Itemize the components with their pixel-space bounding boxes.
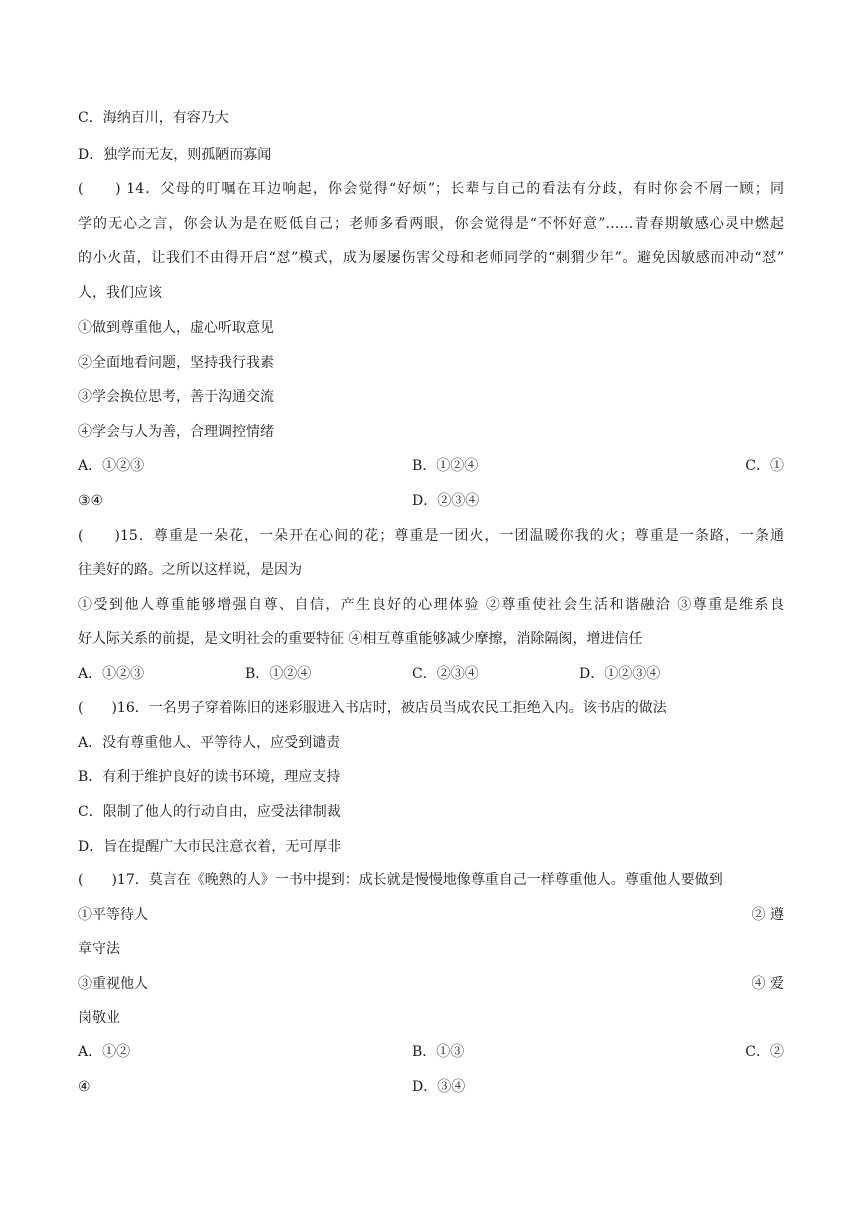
- q14-stem-line-2: 学的无心之言，你会认为是在贬低自己；老师多看两眼，你会觉得是“不怀好意”……青春期敏感心灵中燃起: [78, 216, 784, 232]
- q16-stem: ( )16．一名男子穿着陈旧的迷彩服进入书店时，被店员当成农民工拒绝入内。该书店的做法: [78, 700, 667, 716]
- q17-item-4-end: 岗敬业: [78, 1010, 120, 1026]
- q14-stem-line-1: ( ) 14．父母的叮嘱在耳边响起，你会觉得“好烦”；长辈与自己的看法有分歧，有时你会不屑一顾；同: [78, 181, 784, 197]
- q14-option-d: D．②③④: [412, 493, 480, 509]
- q17-item-1: ①平等待人: [78, 907, 148, 923]
- q16-option-a: A．没有尊重他人、平等待人，应受到谴责: [78, 735, 341, 751]
- q14-option-a: A．①②③: [78, 458, 145, 474]
- q14-item-4: ④学会与人为善，合理调控情绪: [78, 424, 274, 440]
- q13-option-c: C．海纳百川，有容乃大: [78, 110, 229, 126]
- q17-item-4-start: ④ 爱: [751, 976, 784, 992]
- q14-item-3: ③学会换位思考，善于沟通交流: [78, 389, 274, 405]
- q14-option-c-start: C．①: [745, 458, 784, 474]
- q15-option-a: A．①②③: [78, 666, 145, 682]
- q15-items-line-2: 好人际关系的前提，是文明社会的重要特征 ④相互尊重能够减少摩擦，消除隔阂，增进信任: [78, 631, 643, 647]
- q15-option-c: C．②③④: [412, 666, 479, 682]
- q15-option-b: B．①②④: [245, 666, 312, 682]
- q14-stem-line-3: 的小火苗，让我们不由得开启“怼”模式，成为屡屡伤害父母和老师同学的“刺猬少年”。避免因敏感而冲动“怼”: [78, 250, 784, 266]
- q17-option-a: A．①②: [78, 1044, 131, 1060]
- q14-stem-line-4: 人，我们应该: [78, 285, 162, 301]
- q17-option-c-end: ④: [78, 1079, 91, 1095]
- q17-item-2-start: ② 遵: [751, 907, 784, 923]
- q16-option-b: B．有利于维护良好的读书环境，理应支持: [78, 769, 341, 785]
- q17-item-2-end: 章守法: [78, 941, 120, 957]
- q14-item-2: ②全面地看问题，坚持我行我素: [78, 355, 274, 371]
- q14-option-b: B．①②④: [412, 458, 479, 474]
- q15-option-d: D．①②③④: [579, 666, 661, 682]
- q17-stem: ( )17．莫言在《晚熟的人》一书中提到：成长就是慢慢地像尊重自己一样尊重他人。尊重他人要做到: [78, 872, 723, 888]
- q15-items-line-1: ①受到他人尊重能够增强自尊、自信，产生良好的心理体验 ②尊重使社会生活和谐融洽 ③尊重是维系良: [78, 597, 784, 613]
- q17-option-b: B．①③: [412, 1044, 465, 1060]
- q16-option-d: D．旨在提醒广大市民注意衣着，无可厚非: [78, 839, 342, 855]
- q17-item-3: ③重视他人: [78, 976, 148, 992]
- q14-option-c-end: ③④: [78, 493, 104, 509]
- q17-option-c-start: C．②: [745, 1044, 784, 1060]
- q15-stem-line-2: 往美好的路。之所以这样说，是因为: [78, 562, 302, 578]
- q16-option-c: C．限制了他人的行动自由，应受法律制裁: [78, 804, 341, 820]
- q17-option-d: D．③④: [412, 1079, 466, 1095]
- q15-stem-line-1: ( )15．尊重是一朵花，一朵开在心间的花；尊重是一团火，一团温暖你我的火；尊重是一条路，一条通: [78, 528, 784, 544]
- q13-option-d: D．独学而无友，则孤陋而寡闻: [78, 147, 272, 163]
- q14-item-1: ①做到尊重他人，虚心听取意见: [78, 320, 274, 336]
